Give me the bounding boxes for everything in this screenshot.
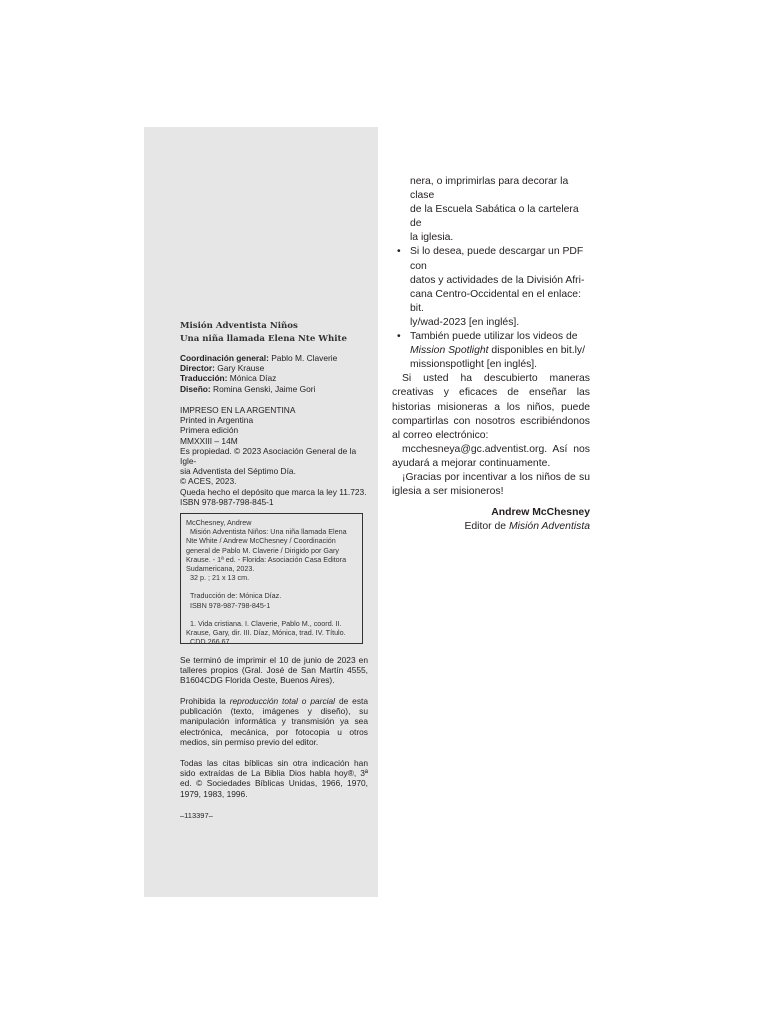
credits-block (180, 353, 368, 394)
catalog-line: 32 p. ; 21 x 13 cm. (190, 573, 250, 583)
imprint-line: Primera edición (180, 425, 239, 436)
catalog-line: Sudamericana, 2023. (186, 564, 255, 574)
imprint-block (180, 405, 368, 507)
signature-name: Andrew McChesney (491, 507, 590, 519)
imprint-line: Printed in Argentina (180, 415, 254, 426)
catalog-subject: CDD 266.67 (190, 637, 230, 647)
imprint-line: sia Adventista del Séptimo Día. (180, 466, 296, 477)
imprint-line: ISBN 978-987-798-845-1 (180, 496, 274, 507)
bible-citation-note: Todas las citas bíblicas sin otra indicación han sido extraídas de La Biblia Dios habla hoy®, 3ª ed. © Sociedades Bíblicas Unidas, 1966, 1970, 1979, 1983, 1996. (180, 758, 368, 799)
imprint-line: IMPRESO EN LA ARGENTINA (180, 405, 296, 415)
bullet-item-videos: • También puede utilizar los videos de Mission Spotlight disponibles en bit.ly/ missionspotlight [en inglés]. (397, 331, 586, 371)
copyright-notice: Prohibida la reproducción total o parcial de esta publicación (texto, imágenes y diseño), su manipulación informática y transmisión ya sea electrónica, mecánica, por fotocopia u otros medios, sin permiso previo del editor. (180, 696, 368, 747)
bullet-icon: • (397, 246, 401, 258)
catalog-line: Krause. - 1ª ed. - Florida: Asociación Casa Editora (186, 554, 347, 564)
credit-line: Traducción: Mónica Díaz (180, 373, 277, 384)
bullet-icon: • (397, 331, 401, 343)
credit-line: Diseño: Romina Genski, Jaime Gori (180, 383, 316, 394)
catalog-subject: Krause, Gary, dir. III. Díaz, Mónica, trad. IV. Título. (186, 628, 346, 638)
paragraph-thanks: ¡Gracias por incentivar a los niños de su iglesia a ser misioneros! (392, 471, 590, 498)
catalog-card (180, 513, 363, 647)
series-title: Misión Adventista Niños (180, 321, 298, 331)
bullet-item-pdf: • Si lo desea, puede descargar un PDF con datos y actividades de la División Afri- cana Centro-Occidental en el enlace: bit. ly/wad-2023 [en inglés]. (397, 246, 585, 328)
continuation-text: nera, o imprimirlas para decorar la clase de la Escuela Sabática o la cartelera de la iglesia. (410, 176, 579, 244)
catalog-author: McChesney, Andrew (186, 518, 252, 527)
signature-title: Editor de Misión Adventista (464, 521, 590, 533)
book-subtitle: Una niña llamada Elena Nte White (180, 333, 347, 344)
book-title (180, 320, 368, 345)
print-code: –113397– (180, 811, 213, 820)
imprint-line: Es propiedad. © 2023 Asociación General de la Igle- (180, 445, 357, 467)
paragraph-share: Si usted ha descubierto maneras creativas y eficaces de enseñar las historias misioneras a los niños, puede compartirlas con nosotros escribiéndonos al correo electrónico: (392, 373, 590, 441)
catalog-translation: Traducción de: Mónica Díaz. (190, 591, 282, 601)
catalog-isbn: ISBN 978-987-798-845-1 (190, 600, 271, 610)
editor-letter (392, 175, 590, 534)
catalog-subject: 1. Vida cristiana. I. Claverie, Pablo M., coord. II. (190, 618, 342, 628)
imprint-line: © ACES, 2023. (180, 476, 237, 487)
catalog-line: general de Pablo M. Claverie / Dirigido por Gary (186, 545, 340, 555)
imprint-line: MMXXIII – 14M (180, 435, 238, 446)
credit-line: Director: Gary Krause (180, 363, 265, 374)
credit-line: Coordinación general: Pablo M. Claverie (180, 353, 338, 363)
printing-note: Se terminó de imprimir el 10 de junio de 2023 en talleres propios (Gral. José de San Martín 4555, B1604CDG Florida Oeste, Buenos Aires). (180, 655, 368, 686)
catalog-line: Nte White / Andrew McChesney / Coordinación (186, 536, 336, 546)
catalog-line: Misión Adventista Niños: Una niña llamada Elena (190, 527, 347, 537)
imprint-line: Queda hecho el depósito que marca la ley 11.723. (180, 486, 367, 497)
paragraph-email: mcchesneya@gc.adventist.org. Así nos ayudará a mejorar continuamente. (392, 443, 590, 469)
